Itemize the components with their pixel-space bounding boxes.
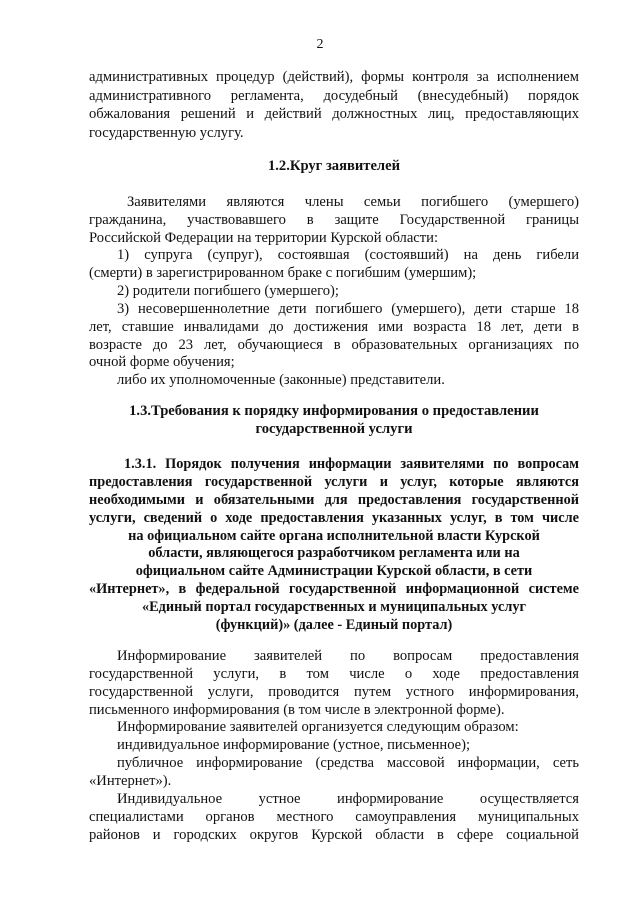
list-item-line: очной форме обучения;: [89, 354, 235, 370]
paragraph-line: Информирование заявителей по вопросам предоставления: [117, 648, 579, 664]
intro-line: административного регламента, досудебный (внесудебный) порядок: [89, 88, 579, 104]
paragraph-line: Российской Федерации на территории Курской области:: [89, 230, 439, 246]
paragraph-line: районов и городских округов Курской области в сфере социальной: [89, 827, 579, 843]
list-item-line: 2) родители погибшего (умершего);: [117, 283, 339, 299]
list-item-line: 3) несовершеннолетние дети погибшего (умершего), дети старше 18: [117, 301, 579, 317]
paragraph-line: Заявителями являются члены семьи погибшего (умершего): [127, 194, 579, 210]
section-heading-1-3: государственной услуги: [255, 421, 413, 437]
section-heading-1-3: 1.3.Требования к порядку информирования о предоставлении: [129, 403, 539, 419]
section-heading-1-2: 1.2.Круг заявителей: [267, 158, 401, 174]
intro-line: государственную услугу.: [89, 125, 244, 141]
page-number: 2: [316, 37, 324, 52]
subsection-heading-1-3-1: услуги, сведений о ходе предоставления указанных услуг, в том числе: [89, 510, 579, 526]
list-item-line: (смерти) в зарегистрированном браке с погибшим (умершим);: [89, 265, 477, 281]
paragraph-line: специалистами органов местного самоуправления муниципальных: [89, 809, 579, 825]
paragraph-line: письменного информирования (в том числе в электронной форме).: [89, 702, 505, 718]
paragraph-line: государственной услуги, проводится путем устного информирования,: [89, 684, 579, 700]
subsection-heading-1-3-1: «Единый портал государственных и муниципальных услуг: [142, 599, 526, 615]
list-item-line: лет, ставшие инвалидами до достижения ими возраста 18 лет, дети в: [89, 319, 579, 335]
subsection-heading-1-3-1: «Интернет», в федеральной государственной информационной системе: [89, 581, 579, 597]
list-item-line: либо их уполномоченные (законные) представители.: [117, 372, 445, 388]
paragraph-line: гражданина, участвовавшего в защите Государственной границы: [89, 212, 579, 228]
subsection-heading-1-3-1: необходимыми и обязательными для предоставления государственной: [89, 492, 579, 508]
paragraph-line: «Интернет»).: [89, 773, 172, 789]
paragraph-line: индивидуальное информирование (устное, письменное);: [117, 737, 471, 753]
paragraph-line: Индивидуальное устное информирование осуществляется: [117, 791, 579, 807]
subsection-heading-1-3-1: на официальном сайте органа исполнительной власти Курской: [128, 528, 540, 544]
paragraph-line: Информирование заявителей организуется следующим образом:: [117, 719, 519, 735]
subsection-heading-1-3-1: области, являющегося разработчиком регламента или на: [148, 545, 520, 561]
paragraph-line: государственной услуги, в том числе о ходе предоставления: [89, 666, 579, 682]
list-item-line: возрасте до 23 лет, обучающиеся в образовательных организациях по: [89, 337, 579, 353]
intro-line: административных процедур (действий), формы контроля за исполнением: [89, 69, 579, 85]
subsection-heading-1-3-1: (функций)» (далее - Единый портал): [215, 617, 453, 633]
subsection-heading-1-3-1: предоставления государственной услуги и услуг, которые являются: [89, 474, 579, 490]
intro-line: обжалования решений и действий должностных лиц, предоставляющих: [89, 106, 579, 122]
subsection-heading-1-3-1: 1.3.1. Порядок получения информации заявителями по вопросам: [124, 456, 579, 472]
list-item-line: 1) супруга (супруг), состоявшая (состоявший) на день гибели: [117, 247, 579, 263]
subsection-heading-1-3-1: официальном сайте Администрации Курской области, в сети: [135, 563, 533, 579]
paragraph-line: публичное информирование (средства массовой информации, сеть: [117, 755, 579, 771]
